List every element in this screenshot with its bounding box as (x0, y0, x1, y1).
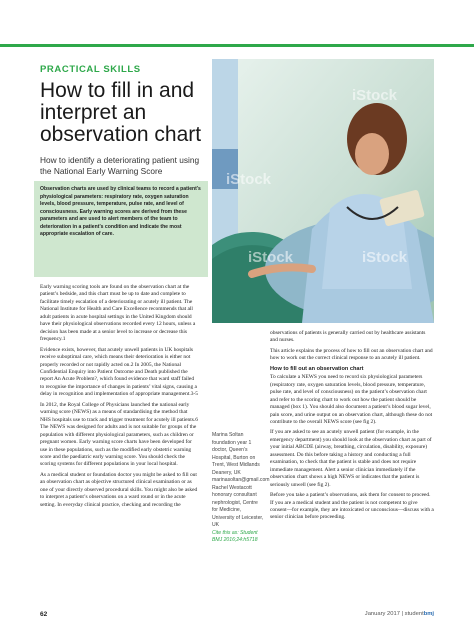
author-sidebar (212, 432, 270, 545)
body-paragraph: This article explains the process of how to fill out an observation chart and how to work out the correct clinical response to an acutely ill patient. (270, 347, 433, 362)
body-paragraph: As a medical student or foundation doctor you might be asked to fill out an observation chart as objective structured clinical examination or as one of your directly observed procedural skills. You might also be asked to interpret a patient’s observations on a ward round or in the acute setting. In everyday clinical practice, checking and recording the (40, 471, 198, 508)
body-paragraph: Early warning scoring tools are found on the observation chart at the patient’s bedside, and this chart must be up to date and complete to facilitate timely escalation of a deteriorating or acutely ill patient. The National Institute for Health and Care Excellence recommends that all adult patients in acute hospital settings in the United Kingdom should have their physiological observations recorded every 12 hours, unless a decision has been made at a senior level to increase or decrease this frequency.1 (40, 284, 196, 343)
intro-box (34, 181, 208, 277)
body-paragraph: Evidence exists, however, that acutely unwell patients in UK hospitals receive suboptimal care, which means their deterioration is either not properly recorded or not rapidly acted on.2 In 2005, the National Confidential Enquiry into Patient Outcome and Death published the report An Acute Problem?, which found evidence that ward staff failed to recognise the importance of changes in patients’ vital signs, causing a delay in recognition and implementation of appropriate management.3-5 (40, 346, 198, 398)
body-column-right (270, 330, 434, 525)
author-info: Marina Soltan foundation year 1 doctor, Queen’s Hospital, Burton on Trent, West Midlands Deanery, UK (212, 432, 260, 476)
brand-logo: bmj (423, 611, 434, 617)
section-heading: How to fill out an observation chart (270, 365, 364, 372)
body-paragraph: In 2012, the Royal College of Physicians launched the national early warning score (NEWS) as a means of standardising the method that NHS hospitals use to track and trigger treatment for acutely ill patients.6 The NEWS was designed for adults and is not suitable for groups of the population with different physiological parameters, such as children or pregnant women. Early warning score charts have been developed for use in these populations, such as the modified early obstetric warning score and the paediatric early warning score. You should check the scoring systems for different populations in your local hospital. (40, 401, 198, 468)
body-paragraph: To calculate a NEWS you need to record six physiological parameters (respiratory rate, oxygen saturation levels, blood pressure, temperature, pulse rate, and level of consciousness) on the patient’s observation chart and refer to the scoring chart to work out how the patient should be managed (box 1). You should also document a patient’s blood sugar level, pain score, and urine output on an observation chart, although these do not contribute to the overall NEWS score (see fig 2). (270, 374, 433, 425)
body-column-left (40, 284, 199, 512)
body-paragraph: Before you take a patient’s observations, ask them for consent to proceed. If you are a medical student and the patient is not competent to give consent—for example, they are intoxicated or unconscious—discuss with a senior clinician before proceeding. (270, 492, 434, 521)
section-label: PRACTICAL SKILLS (40, 64, 141, 75)
photo-illustration (212, 59, 434, 323)
watermark-left: iStock (226, 171, 272, 188)
body-paragraph: If you are asked to see an acutely unwell patient (for example, in the emergency department) you should look at the observation chart as part of your initial ABCDE (airway, breathing, circulation, disability, exposure) assessment. Do this before taking a history and conducting a full examination, to check that the patient is stable and does not require immediate management. Alert a senior clinician immediately if the observation chart shows a high NEWS or indicates that the patient is seriously unwell (see fig 2). (270, 429, 432, 488)
footer-issue (365, 611, 434, 617)
citation: Cite this as: Student BMJ 2016;24:h5718 (212, 529, 258, 543)
top-margin (0, 0, 474, 44)
watermark-right: iStock (362, 249, 408, 266)
watermark-bottom: iStock (248, 249, 294, 266)
intro-text: Observation charts are used by clinical teams to record a patient’s physiological parameters: respiratory rate, oxygen saturation levels, blood pressure, temperature, pulse rate, and level of consciousness. Early warning scores are derived from these parameters and are used to alert members of the team to deterioration in a patient’s condition and indicate the most appropriate escalation of care. (40, 186, 201, 238)
body-paragraph: observations of patients is generally carried out by healthcare assistants and nurses. (270, 330, 426, 344)
article-subtitle: How to identify a deteriorating patient using the National Early Warning Score (40, 155, 200, 176)
watermark-top: iStock (352, 87, 398, 104)
page-number: 62 (40, 611, 48, 618)
issue-date: January 2017 | (364, 611, 404, 617)
brand-name: student (404, 611, 424, 617)
coauthor-info: Rachel Westacott honorary consultant nephrologist, Centre for Medicine, University of Leicester, UK (212, 484, 264, 528)
article-title: How to fill in and interpret an observation chart (40, 79, 202, 146)
author-email[interactable]: marinasoltan@gmail.com (212, 477, 270, 483)
article-photo (212, 59, 434, 323)
header-rule (0, 44, 474, 47)
